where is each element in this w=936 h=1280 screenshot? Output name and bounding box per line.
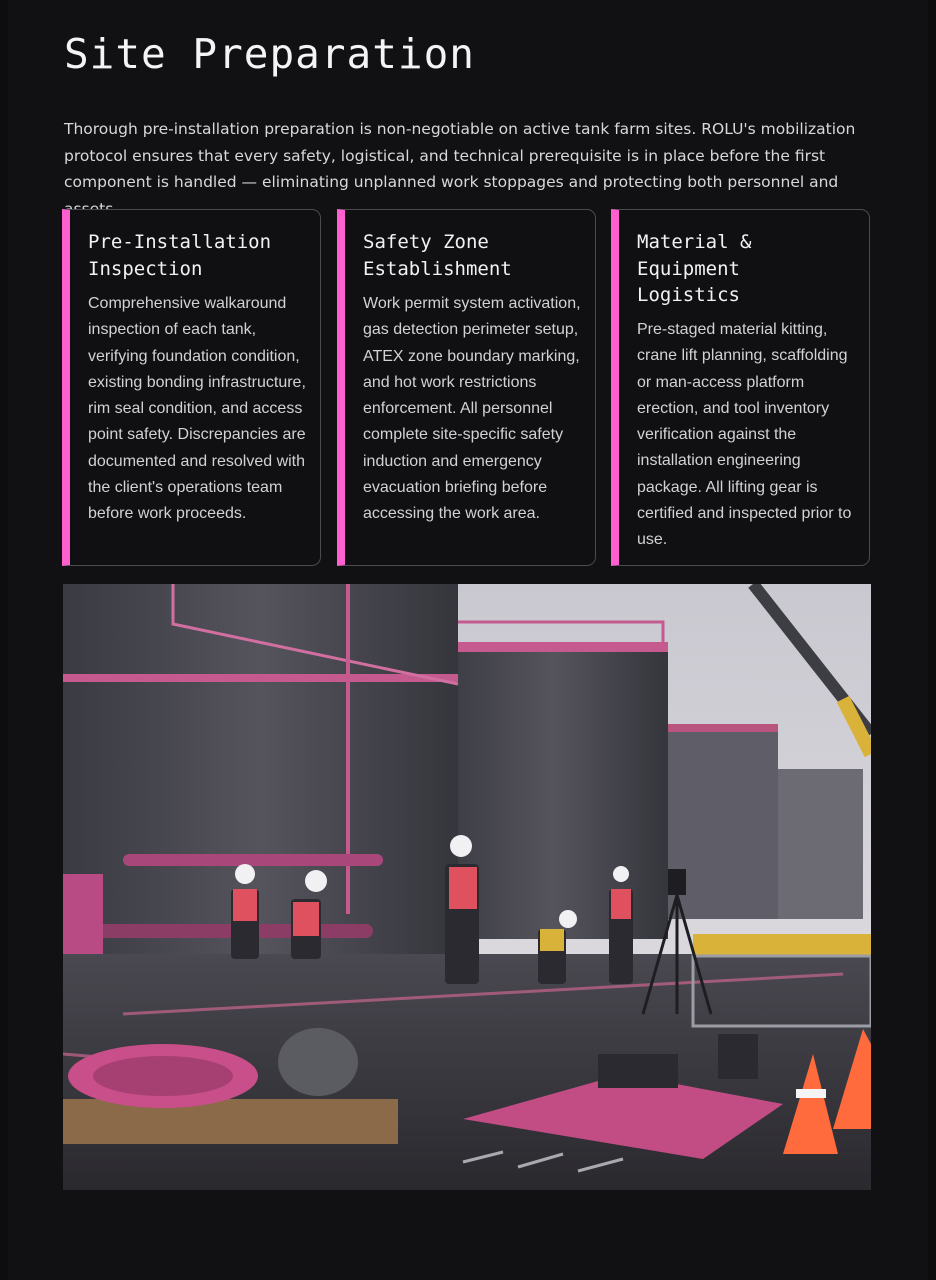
page-title: Site Preparation xyxy=(64,30,475,78)
card-body: Pre-staged material kitting, crane lift planning, scaffolding or man-access platform erection, and tool inventory verification against the installation engineering package. All lifting gear is certified and inspected prior to use. xyxy=(637,321,852,549)
card-safety-zone-establishment xyxy=(337,209,596,566)
intro-paragraph: Thorough pre-installation preparation is non-negotiable on active tank farm sites. ROLU's mobilization protocol ensures that every safety, logistical, and technical prerequisite is in place before the first component is handled — eliminating unplanned work stoppages and protecting both personnel and xyxy=(64,120,856,191)
card-body: Work permit system activation, gas detection perimeter setup, ATEX zone boundary marking, and hot work restrictions enforcement. All personnel complete site-specific safety induction and emergency evacuation briefing before accessing the work area. xyxy=(363,295,581,523)
card-body: Comprehensive walkaround inspection of each tank, verifying foundation condition, existing bonding infrastructure, rim seal condition, and access point safety. Discrepancies are documented and resolved with the client's operations team before work proceeds. xyxy=(88,295,306,523)
card-title: Safety Zone Establishment xyxy=(363,231,512,280)
site-preparation-photo xyxy=(63,584,871,1190)
card-title: Pre-Installation Inspection xyxy=(88,231,272,280)
card-title: Material & Equipment Logistics xyxy=(637,231,752,306)
card-pre-installation-inspection xyxy=(62,209,321,566)
card-material-equipment-logistics xyxy=(611,209,870,566)
page xyxy=(8,0,928,1280)
